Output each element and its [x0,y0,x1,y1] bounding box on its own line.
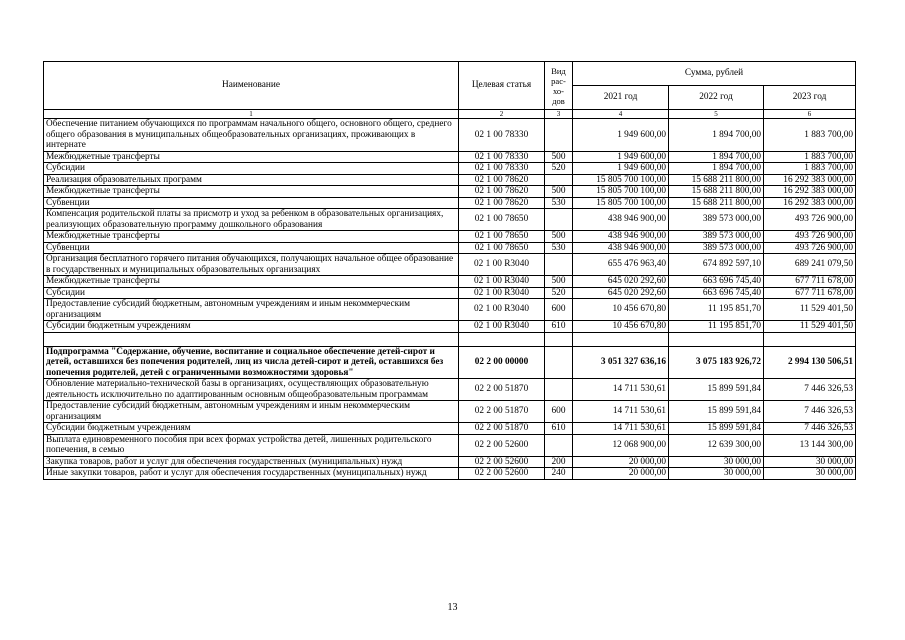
cell-sum-2023: 1 883 700,00 [764,119,856,152]
cell-target-article: 02 2 00 52600 [459,434,545,456]
column-index: 3 [545,110,573,119]
cell-target-article: 02 1 00 R3040 [459,299,545,321]
cell-sum-2022: 389 573 000,00 [669,231,764,243]
cell-expense-type [545,254,573,276]
cell-sum-2022: 30 000,00 [669,468,764,480]
cell-sum-2022: 30 000,00 [669,456,764,468]
cell-sum-2023 [764,332,856,346]
page-number: 13 [447,602,458,613]
cell-name: Межбюджетные трансферты [44,231,459,243]
cell-target-article: 02 1 00 78330 [459,163,545,175]
cell-target-article: 02 1 00 78650 [459,242,545,254]
cell-expense-type: 500 [545,231,573,243]
cell-name: Межбюджетные трансферты [44,186,459,198]
table-row [44,186,856,198]
cell-target-article: 02 2 00 52600 [459,468,545,480]
cell-sum-2023: 1 883 700,00 [764,151,856,163]
column-index: 2 [459,110,545,119]
table-body [44,119,856,480]
cell-name: Межбюджетные трансферты [44,276,459,288]
table-row [44,346,856,379]
cell-expense-type: 500 [545,186,573,198]
cell-target-article: 02 2 00 51870 [459,379,545,401]
cell-name: Субсидии бюджетным учреждениям [44,423,459,435]
cell-sum-2021: 438 946 900,00 [573,209,669,231]
cell-name: Межбюджетные трансферты [44,151,459,163]
cell-sum-2022: 674 892 597,10 [669,254,764,276]
cell-sum-2023: 30 000,00 [764,468,856,480]
cell-sum-2022: 1 894 700,00 [669,151,764,163]
cell-name: Субвенции [44,242,459,254]
header-year-2021: 2021 год [573,86,669,110]
cell-expense-type: 610 [545,423,573,435]
cell-sum-2022: 15 899 591,84 [669,379,764,401]
table-row [44,287,856,299]
cell-target-article: 02 1 00 R3040 [459,254,545,276]
cell-sum-2023: 493 726 900,00 [764,209,856,231]
cell-sum-2022: 389 573 000,00 [669,242,764,254]
cell-sum-2021 [573,332,669,346]
budget-table [43,61,856,480]
cell-target-article: 02 1 00 R3040 [459,276,545,288]
cell-sum-2021: 10 456 670,80 [573,321,669,333]
header-name: Наименование [44,62,459,110]
cell-sum-2022: 15 688 211 800,00 [669,174,764,186]
table-row [44,468,856,480]
cell-sum-2021: 1 949 600,00 [573,119,669,152]
cell-sum-2021: 10 456 670,80 [573,299,669,321]
table-row [44,423,856,435]
cell-sum-2022: 389 573 000,00 [669,209,764,231]
cell-expense-type [545,174,573,186]
table-row [44,321,856,333]
table-row [44,276,856,288]
cell-name: Иные закупки товаров, работ и услуг для обеспечения государственных (муниципальных) нужд [44,468,459,480]
cell-sum-2022: 11 195 851,70 [669,299,764,321]
cell-expense-type [545,379,573,401]
cell-sum-2022 [669,332,764,346]
cell-sum-2021: 1 949 600,00 [573,163,669,175]
cell-sum-2022: 1 894 700,00 [669,163,764,175]
table-row [44,209,856,231]
cell-expense-type: 500 [545,151,573,163]
column-index: 5 [669,110,764,119]
cell-sum-2022: 15 899 591,84 [669,423,764,435]
cell-target-article: 02 2 00 00000 [459,346,545,379]
cell-name: Выплата единовременного пособия при всех формах устройства детей, лишенных родительского попечения, в семью [44,434,459,456]
table-row [44,242,856,254]
table-row [44,197,856,209]
header-sum: Сумма, рублей [573,62,856,86]
column-index: 6 [764,110,856,119]
cell-sum-2023: 1 883 700,00 [764,163,856,175]
cell-sum-2023: 16 292 383 000,00 [764,186,856,198]
cell-name: Организация бесплатного горячего питания обучающихся, получающих начальное общее образование в государственных и муниципальных образовательных организациях [44,254,459,276]
cell-sum-2021: 12 068 900,00 [573,434,669,456]
cell-expense-type: 240 [545,468,573,480]
cell-sum-2021: 645 020 292,60 [573,287,669,299]
header-expense-type: Вид рас-хо-дов [545,62,573,110]
cell-sum-2021: 1 949 600,00 [573,151,669,163]
cell-name: Компенсация родительской платы за присмотр и уход за ребенком в образовательных организациях, реализующих образовательную программу дошкольного образования [44,209,459,231]
cell-sum-2022: 15 688 211 800,00 [669,186,764,198]
table-row [44,151,856,163]
table-row [44,254,856,276]
cell-name: Субсидии [44,287,459,299]
cell-sum-2021: 15 805 700 100,00 [573,197,669,209]
cell-sum-2023: 30 000,00 [764,456,856,468]
header-target-article: Целевая статья [459,62,545,110]
cell-sum-2021: 14 711 530,61 [573,423,669,435]
cell-sum-2021: 20 000,00 [573,456,669,468]
table-row [44,456,856,468]
cell-sum-2022: 15 688 211 800,00 [669,197,764,209]
cell-sum-2021: 20 000,00 [573,468,669,480]
table-row [44,231,856,243]
cell-sum-2023: 677 711 678,00 [764,276,856,288]
cell-target-article: 02 1 00 R3040 [459,321,545,333]
cell-expense-type: 600 [545,299,573,321]
cell-sum-2022: 12 639 300,00 [669,434,764,456]
cell-name: Подпрограмма "Содержание, обучение, воспитание и социальное обеспечение детей-сирот и детей, оставшихся без попечения родителей, лиц из числа детей-сирот и детей, оставшихся без попечения родителей, детей с ограниченными возможностями здоровья" [44,346,459,379]
cell-sum-2023: 13 144 300,00 [764,434,856,456]
cell-name: Закупка товаров, работ и услуг для обеспечения государственных (муниципальных) нужд [44,456,459,468]
cell-expense-type: 530 [545,242,573,254]
cell-sum-2021: 15 805 700 100,00 [573,186,669,198]
cell-name: Субсидии [44,163,459,175]
cell-target-article: 02 2 00 52600 [459,456,545,468]
cell-expense-type: 200 [545,456,573,468]
cell-target-article: 02 1 00 R3040 [459,287,545,299]
table-row [44,434,856,456]
header-year-2023: 2023 год [764,86,856,110]
column-index: 4 [573,110,669,119]
cell-expense-type [545,346,573,379]
cell-target-article [459,332,545,346]
cell-expense-type [545,209,573,231]
cell-expense-type: 500 [545,276,573,288]
cell-sum-2023: 2 994 130 506,51 [764,346,856,379]
cell-sum-2023: 16 292 383 000,00 [764,197,856,209]
cell-target-article: 02 1 00 78650 [459,209,545,231]
table-row [44,299,856,321]
column-index: 1 [44,110,459,119]
table-row [44,401,856,423]
cell-expense-type: 610 [545,321,573,333]
cell-sum-2021: 655 476 963,40 [573,254,669,276]
cell-sum-2022: 11 195 851,70 [669,321,764,333]
cell-expense-type [545,332,573,346]
cell-sum-2022: 1 894 700,00 [669,119,764,152]
cell-name: Субвенции [44,197,459,209]
cell-name: Реализация образовательных программ [44,174,459,186]
cell-sum-2023: 677 711 678,00 [764,287,856,299]
cell-target-article: 02 1 00 78330 [459,119,545,152]
cell-sum-2023: 16 292 383 000,00 [764,174,856,186]
cell-sum-2023: 689 241 079,50 [764,254,856,276]
table-row [44,332,856,346]
cell-expense-type: 530 [545,197,573,209]
cell-name: Предоставление субсидий бюджетным, автономным учреждениям и иным некоммерческим организациям [44,401,459,423]
cell-target-article: 02 1 00 78620 [459,174,545,186]
cell-sum-2021: 645 020 292,60 [573,276,669,288]
cell-sum-2022: 3 075 183 926,72 [669,346,764,379]
cell-sum-2022: 663 696 745,40 [669,276,764,288]
cell-sum-2023: 493 726 900,00 [764,231,856,243]
table-row [44,174,856,186]
table-row [44,379,856,401]
cell-expense-type: 520 [545,287,573,299]
cell-target-article: 02 1 00 78330 [459,151,545,163]
cell-sum-2022: 663 696 745,40 [669,287,764,299]
cell-target-article: 02 1 00 78620 [459,197,545,209]
column-index-row [44,110,856,119]
cell-sum-2021: 14 711 530,61 [573,379,669,401]
cell-sum-2021: 438 946 900,00 [573,242,669,254]
header-year-2022: 2022 год [669,86,764,110]
table-row [44,163,856,175]
table-row [44,119,856,152]
cell-name: Обеспечение питанием обучающихся по программам начального общего, основного общего, среднего общего образования в муниципальных общеобразовательных организациях, проживающих в интернате [44,119,459,152]
cell-sum-2023: 11 529 401,50 [764,299,856,321]
cell-sum-2022: 15 899 591,84 [669,401,764,423]
cell-sum-2023: 7 446 326,53 [764,401,856,423]
cell-name: Обновление материально-технической базы в организациях, осуществляющих образовательную деятельность исключительно по адаптированным основным общеобразовательным программам [44,379,459,401]
cell-target-article: 02 2 00 51870 [459,423,545,435]
cell-target-article: 02 2 00 51870 [459,401,545,423]
cell-target-article: 02 1 00 78650 [459,231,545,243]
cell-expense-type: 520 [545,163,573,175]
cell-expense-type [545,434,573,456]
cell-sum-2023: 7 446 326,53 [764,379,856,401]
cell-name [44,332,459,346]
cell-sum-2023: 7 446 326,53 [764,423,856,435]
cell-name: Субсидии бюджетным учреждениям [44,321,459,333]
cell-target-article: 02 1 00 78620 [459,186,545,198]
cell-expense-type [545,119,573,152]
cell-sum-2023: 11 529 401,50 [764,321,856,333]
cell-expense-type: 600 [545,401,573,423]
cell-sum-2021: 3 051 327 636,16 [573,346,669,379]
cell-sum-2023: 493 726 900,00 [764,242,856,254]
cell-sum-2021: 14 711 530,61 [573,401,669,423]
cell-name: Предоставление субсидий бюджетным, автономным учреждениям и иным некоммерческим организациям [44,299,459,321]
cell-sum-2021: 15 805 700 100,00 [573,174,669,186]
cell-sum-2021: 438 946 900,00 [573,231,669,243]
